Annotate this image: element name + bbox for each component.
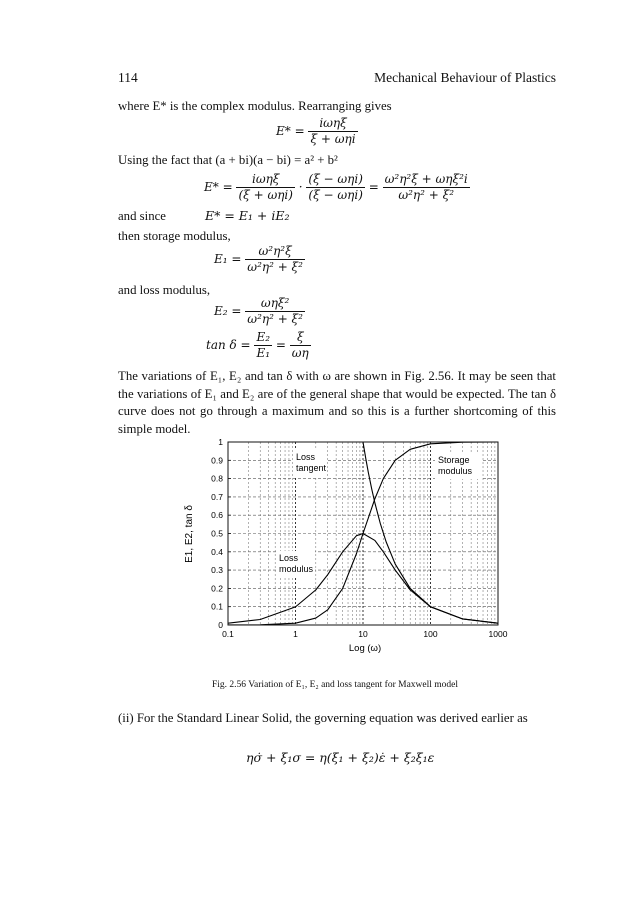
x-tick-label: 1 <box>293 629 298 639</box>
eq-lhs: E₂ = <box>214 304 242 318</box>
text-line-loss: and loss modulus, <box>118 283 211 297</box>
y-tick-label: 0.2 <box>211 583 223 594</box>
paragraph-variations: The variations of E₁, E₂ and tan δ with ω are shown in Fig. 2.56. It may be seen that the variations of E₁ and E₂ are of the general shape that would be expected. The tan δ curve does not go through a maximum and so this is a further shortcoming of this simple model. <box>118 369 556 436</box>
text-line-and-since: and since <box>118 209 166 223</box>
y-tick-label: 0.8 <box>211 473 223 484</box>
eq-numerator: iωηξ <box>308 116 357 132</box>
y-tick-label: 0.3 <box>211 565 223 576</box>
annotation-storage-modulus <box>435 453 481 479</box>
eq-denominator: ωη <box>291 346 309 360</box>
series-label-loss-tangent: Loss tangent <box>296 452 327 473</box>
x-tick-label: 1000 <box>488 629 508 639</box>
eq-numerator: (ξ − ωηi) <box>308 172 363 186</box>
equation-complex-modulus <box>276 116 358 147</box>
eq-numerator: ω²η²ξ + ωηξ²i <box>384 172 468 186</box>
y-axis-label: E1, E2, tan δ <box>184 505 195 563</box>
figure-caption: Fig. 2.56 Variation of E₁, E₂ and loss tangent for Maxwell model <box>211 680 459 690</box>
y-tick-label: 0.7 <box>211 491 223 502</box>
text-line-storage: then storage modulus, <box>118 229 231 243</box>
y-tick-label: 0 <box>218 620 223 630</box>
eq-denominator: ω²η² + ξ² <box>398 188 455 202</box>
equation-storage-modulus <box>214 244 305 275</box>
eq-equals: = <box>275 338 286 352</box>
eq-numerator: E₂ <box>256 330 271 344</box>
eq-denominator: E₁ <box>256 346 271 360</box>
series-label-storage-modulus: Storage modulus <box>438 455 473 476</box>
x-axis-label: Log (ω) <box>348 643 382 654</box>
x-tick-label: 100 <box>423 629 438 639</box>
text-line-where: where E* is the complex modulus. Rearranging gives <box>118 99 392 113</box>
annotation-loss-tangent <box>293 450 327 476</box>
maxwell-model-chart <box>180 436 530 666</box>
eq-dot: · <box>298 180 303 194</box>
eq-denominator: ω²η² + ξ² <box>247 260 303 274</box>
eq-denominator: (ξ − ωηi) <box>308 188 363 202</box>
eq-denominator: (ξ + ωηi) <box>238 188 293 202</box>
eq-lhs: E₁ = <box>214 252 242 266</box>
eq-numerator: ω²η²ξ <box>245 244 305 260</box>
x-tick-labels <box>222 629 508 639</box>
y-tick-label: 0.9 <box>211 455 223 466</box>
equation-loss-modulus <box>214 296 305 327</box>
text-line-using: Using the fact that (a + bi)(a − bi) = a² + b² <box>118 153 338 167</box>
x-tick-label: 0.1 <box>222 629 234 639</box>
eq-equals: = <box>368 180 379 194</box>
equation-rationalised <box>204 172 470 203</box>
eq-lhs: tan δ = <box>206 338 251 352</box>
series-label-loss-modulus: Loss modulus <box>279 553 314 574</box>
y-tick-label: 0.6 <box>211 510 223 521</box>
annotation-loss-modulus <box>277 551 315 577</box>
eq-numerator: ωηξ² <box>245 296 305 312</box>
equation-loss-tangent <box>206 330 311 361</box>
eq-denominator: ξ + ωηi <box>310 132 356 146</box>
y-tick-label: 1 <box>218 437 223 447</box>
x-tick-label: 10 <box>358 629 368 639</box>
eq-lhs: E* = <box>204 180 233 194</box>
running-title: Mechanical Behaviour of Plastics <box>374 70 556 85</box>
y-tick-label: 0.5 <box>211 528 223 539</box>
page-number: 114 <box>118 70 138 85</box>
y-tick-label: 0.1 <box>211 601 223 612</box>
y-tick-label: 0.4 <box>211 546 223 557</box>
eq-numerator: iωηξ <box>236 172 294 188</box>
equation-components: E* = E₁ + iE₂ <box>205 208 290 223</box>
equation-sls: ησ̇ + ξ₁σ = η(ξ₁ + ξ₂)ε̇ + ξ₂ξ₁ε <box>246 750 435 765</box>
eq-lhs: E* = <box>276 124 305 138</box>
eq-denominator: ω²η² + ξ² <box>247 312 303 326</box>
paragraph-standard-linear-solid: (ii) For the Standard Linear Solid, the governing equation was derived earlier as <box>118 711 528 725</box>
eq-numerator: ξ <box>290 330 311 346</box>
